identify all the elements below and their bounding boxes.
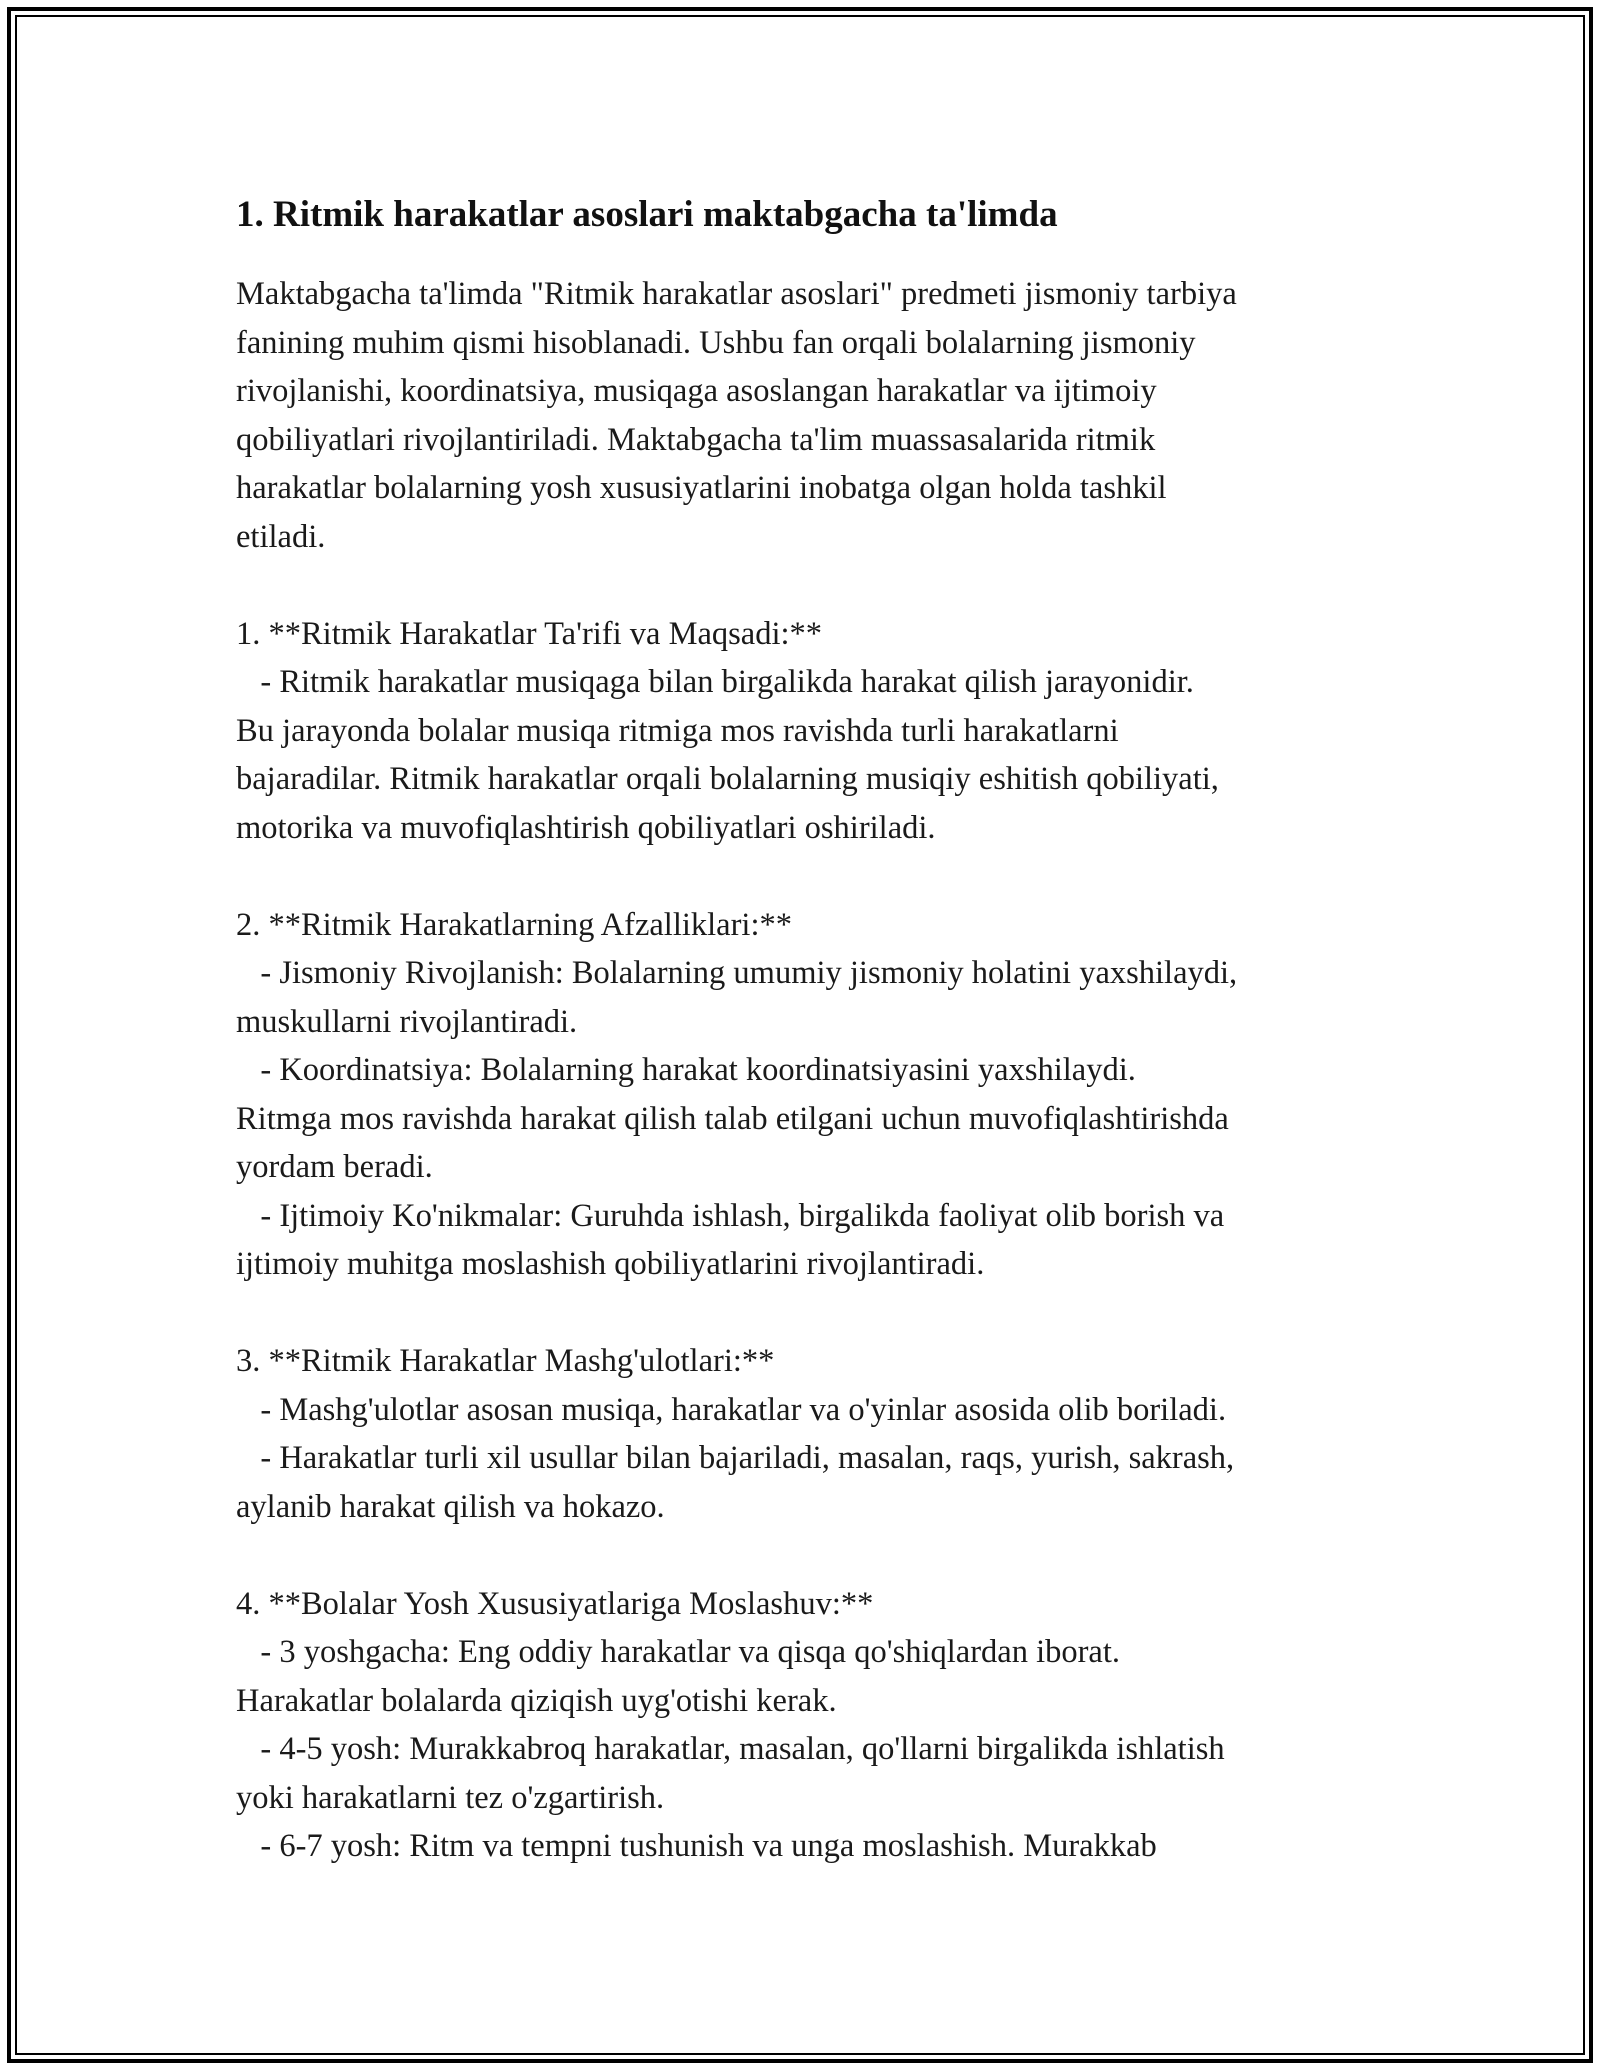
section-body: - Ritmik harakatlar musiqaga bilan birgalikda harakat qilish jarayonidir. Bu jarayonda bolalar musiqa ritmiga mos ravishda turli harakatlarni bajaradilar. Ritmik harakatlar orqali bolalarning musiqiy eshitish qobiliyati, motorika va muvofiqlashtirish qobiliyatlari oshiriladi. <box>236 664 1219 846</box>
section-heading: 1. **Ritmik Harakatlar Ta'rifi va Maqsadi:** <box>236 615 823 652</box>
document-body <box>236 180 1386 1871</box>
section-2 <box>236 901 1386 1289</box>
section-body: - Jismoniy Rivojlanish: Bolalarning umumiy jismoniy holatini yaxshilaydi, muskullarni rivojlantiradi. - Koordinatsiya: Bolalarning harakat koordinatsiyasini yaxshilaydi. Ritmga mos ravishda harakat qilish talab etilgani uchun muvofiqlashtirishda yordam beradi. - Ijtimoiy Ko'nikmalar: Guruhda ishlash, birgalikda faoliyat olib borish va ijtimoiy muhitga moslashish qobiliyatlarini rivojlantiradi. <box>236 955 1238 1282</box>
section-3 <box>236 1337 1386 1531</box>
intro-paragraph: Maktabgacha ta'limda "Ritmik harakatlar asoslari" predmeti jismoniy tarbiya fanining muhim qismi hisoblanadi. Ushbu fan orqali bolalarning jismoniy rivojlanishi, koordinatsiya, musiqaga asoslangan harakatlar va ijtimoiy qobiliyatlari rivojlantiriladi. Maktabgacha ta'lim muassasalarida ritmik harakatlar bolalarning yosh xususiyatlarini inobatga olgan holda tashkil etiladi. <box>236 276 1237 555</box>
section-1 <box>236 610 1386 853</box>
document-title: 1. Ritmik harakatlar asoslari maktabgacha ta'limda <box>236 194 1058 235</box>
section-body: - 3 yoshgacha: Eng oddiy harakatlar va qisqa qo'shiqlardan iborat. Harakatlar bolalarda qiziqish uyg'otishi kerak. - 4-5 yosh: Murakkabroq harakatlar, masalan, qo'llarni birgalikda ishlatish yoki harakatlarni tez o'zgartirish. - 6-7 yosh: Ritm va tempni tushunish va unga moslashish. Murakkab <box>236 1634 1225 1864</box>
section-body: - Mashg'ulotlar asosan musiqa, harakatlar va o'yinlar asosida olib boriladi. - Harakatlar turli xil usullar bilan bajariladi, masalan, raqs, yurish, sakrash, aylanib harakat qilish va hokazo. <box>236 1391 1235 1525</box>
section-heading: 3. **Ritmik Harakatlar Mashg'ulotlari:** <box>236 1343 775 1379</box>
section-heading: 4. **Bolalar Yosh Xususiyatlariga Moslashuv:** <box>236 1585 874 1622</box>
section-heading: 2. **Ritmik Harakatlarning Afzalliklari:** <box>236 906 792 943</box>
section-4 <box>236 1580 1386 1871</box>
